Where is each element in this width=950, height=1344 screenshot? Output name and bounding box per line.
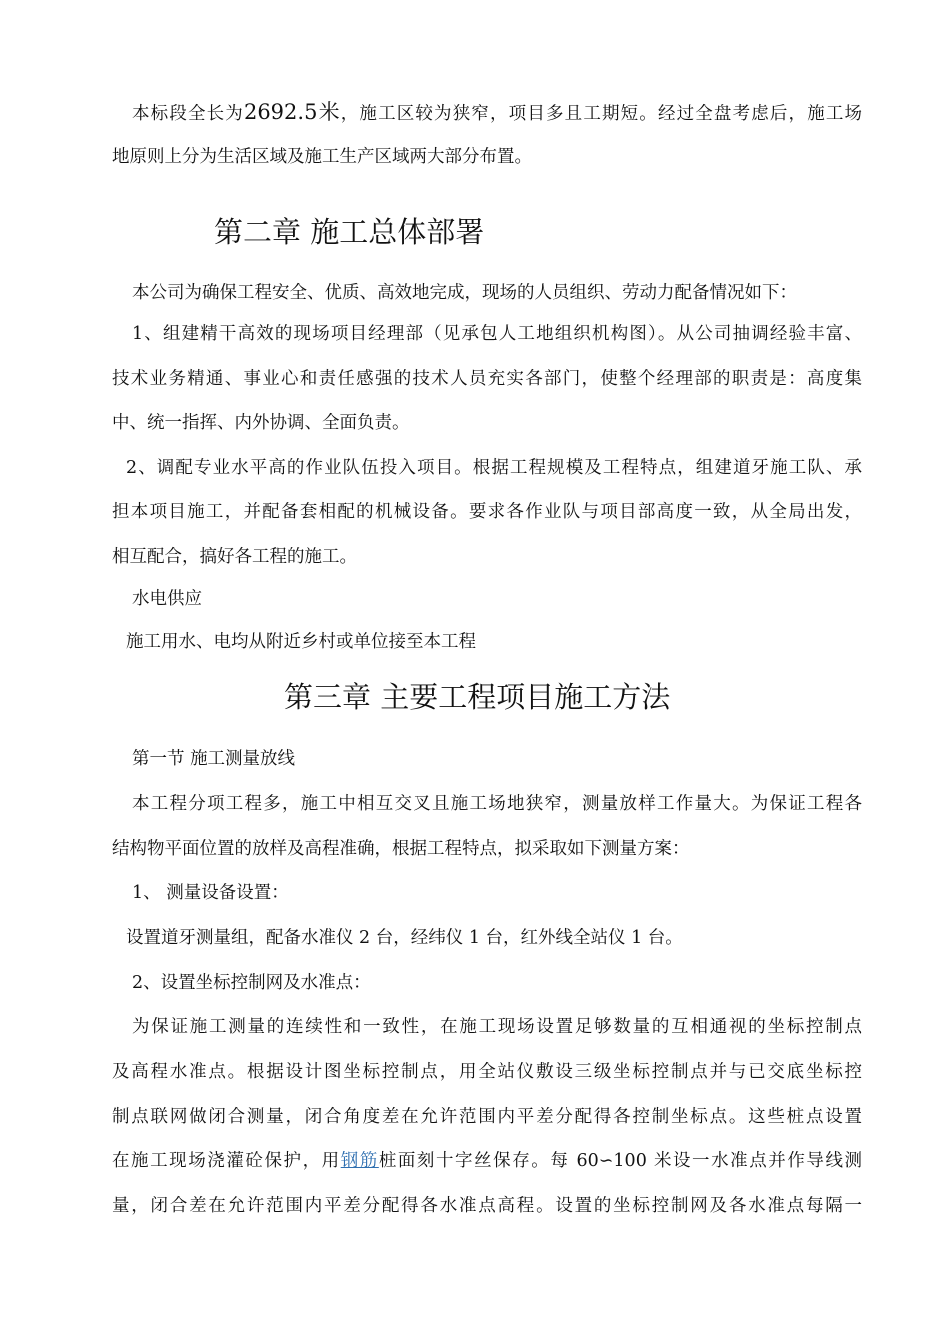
s1-paragraph-line-1: 本工程分项工程多，施工中相互交叉且施工场地狭窄，测量放样工作量大。为保证工程各 [132, 794, 862, 814]
section-1-title: 第一节 施工测量放线 [132, 749, 296, 769]
water-power-text: 施工用水、电均从附近乡村或单位接至本工程 [126, 632, 476, 652]
ch2-item-2-line-3: 相互配合，搞好各工程的施工。 [112, 547, 357, 567]
text-run: ，施工区较为狭窄，项目多且工期短。经过全盘考虑后，施工场 [340, 104, 863, 124]
s1-item-1-text: 设置道牙测量组，配备水准仪 2 台，经纬仪 1 台，红外线全站仪 1 台。 [126, 928, 683, 948]
s1-item-2-line-2: 及高程水准点。根据设计图坐标控制点，用全站仪敷设三级坐标控制点并与已交底坐标控 [112, 1062, 862, 1082]
s1-item-2-line-3: 制点联网做闭合测量，闭合角度差在允许范围内平差分配得各控制坐标点。这些桩点设置 [112, 1107, 862, 1127]
chapter-2-title: 第二章 施工总体部署 [214, 215, 485, 249]
length-number: 2692.5 [243, 100, 318, 124]
rebar-link[interactable]: 钢筋 [340, 1151, 379, 1171]
ch2-item-2-line-2: 担本项目施工，并配备套相配的机械设备。要求各作业队与项目部高度一致，从全局出发， [112, 502, 862, 522]
text-run: 本标段全长为 [132, 104, 244, 124]
length-unit: 米 [317, 100, 341, 124]
text-run: 桩面刻十字丝保存。每 60∽100 米设一水准点并作导线测 [378, 1151, 863, 1171]
s1-item-1-title: 1、 测量设备设置： [132, 883, 289, 903]
ch2-item-2-line-1: 2、调配专业水平高的作业队伍投入项目。根据工程规模及工程特点，组建道牙施工队、承 [126, 458, 862, 478]
s1-item-2-line-1: 为保证施工测量的连续性和一致性，在施工现场设置足够数量的互相通视的坐标控制点 [132, 1017, 862, 1037]
s1-item-2-line-5: 量，闭合差在允许范围内平差分配得各水准点高程。设置的坐标控制网及各水准点每隔一 [112, 1196, 862, 1216]
chapter-3-title: 第三章 主要工程项目施工方法 [284, 680, 671, 714]
text-run: 在施工现场浇灌砼保护，用 [112, 1151, 341, 1171]
ch2-paragraph-1: 本公司为确保工程安全、优质、高效地完成，现场的人员组织、劳动力配备情况如下： [132, 283, 797, 303]
intro-line-1 [112, 100, 862, 126]
ch2-item-1-line-1: 1、组建精干高效的现场项目经理部（见承包人工地组织机构图）。从公司抽调经验丰富、 [132, 324, 862, 344]
intro-line-2: 地原则上分为生活区域及施工生产区域两大部分布置。 [112, 147, 532, 167]
ch2-item-1-line-2: 技术业务精通、事业心和责任感强的技术人员充实各部门，使整个经理部的职责是：高度集 [112, 369, 862, 389]
water-power-title: 水电供应 [132, 589, 202, 609]
s1-item-2-line-4 [112, 1149, 862, 1173]
s1-paragraph-line-2: 结构物平面位置的放样及高程准确，根据工程特点，拟采取如下测量方案： [112, 839, 690, 859]
ch2-item-1-line-3: 中、统一指挥、内外协调、全面负责。 [112, 413, 410, 433]
s1-item-2-title: 2、设置坐标控制网及水准点： [132, 973, 371, 993]
